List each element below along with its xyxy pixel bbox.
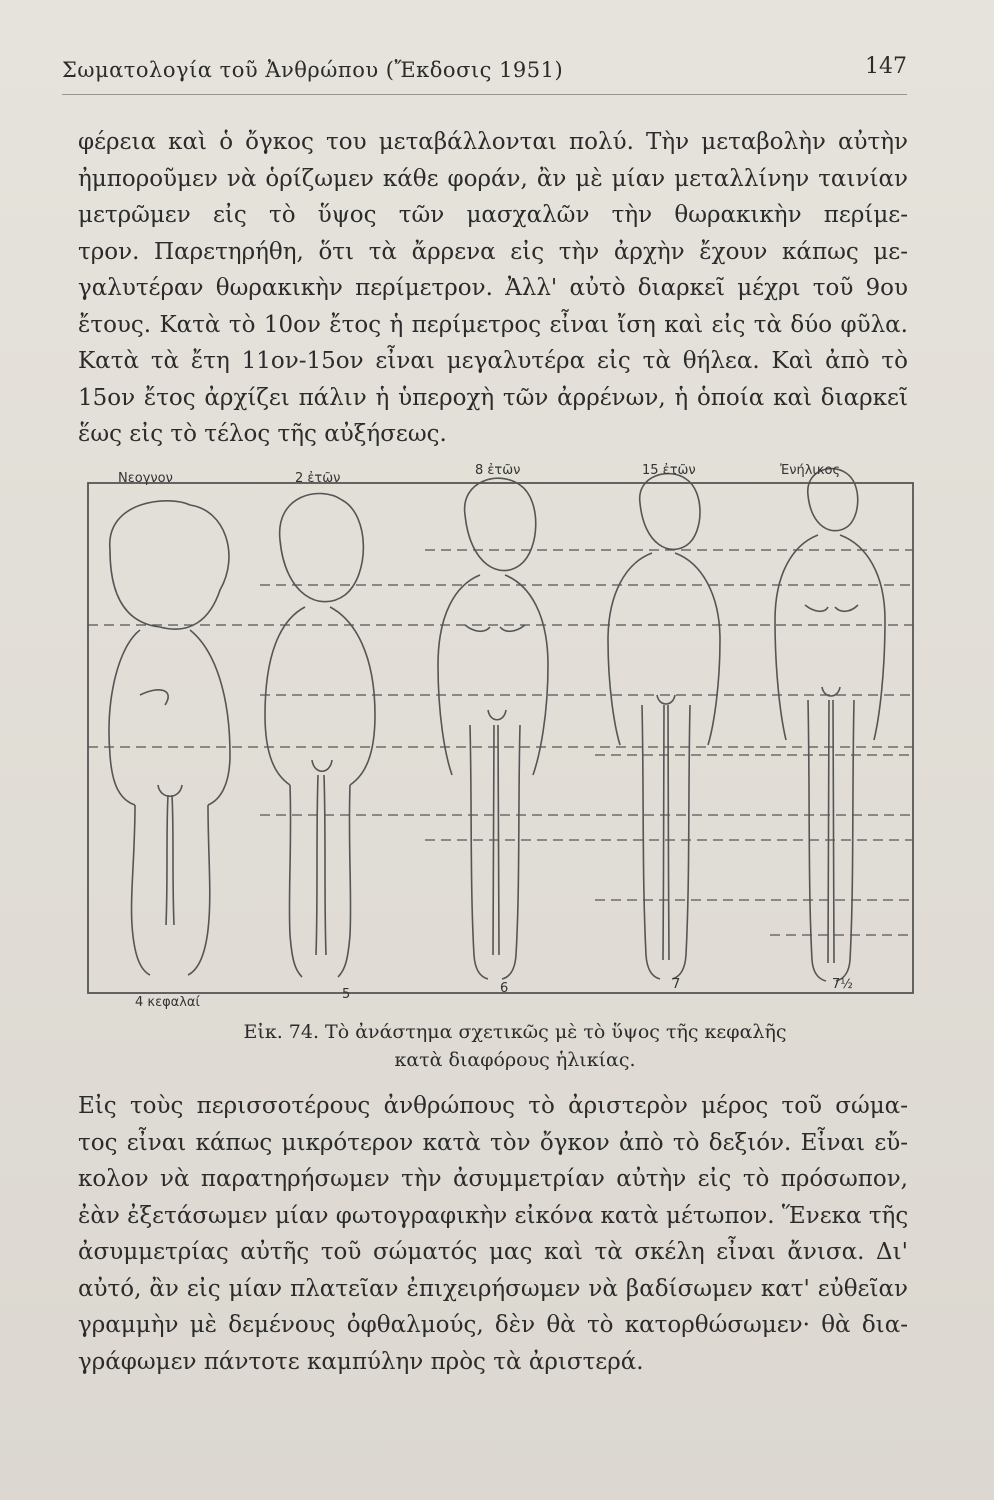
text-line: αὐτό, ἂν εἰς μίαν πλατεῖαν ἐπιχειρήσωμεν νὰ βαδίσωμεν κατ' εὐθεῖαν [78, 1275, 908, 1302]
paragraph-body-asymmetry [78, 1088, 908, 1380]
label-five-heads: 5 [342, 987, 351, 1002]
text-line: Εἰς τοὺς περισσοτέρους ἀνθρώπους τὸ ἀριστερὸν μέρος τοῦ σώμα- [78, 1093, 908, 1119]
label-seven-heads: 7 [672, 977, 681, 992]
text-line: ἔτους. Κατὰ τὸ 10ον ἔτος ἡ περίμετρος εἶναι ἴση καὶ εἰς τὰ δύο φῦλα. [78, 311, 908, 338]
text-line: κολον νὰ παρατηρήσωμεν τὴν ἀσυμμετρίαν αὐτὴν εἰς τὸ πρόσωπον, [78, 1166, 908, 1192]
label-seven-half-heads: 7½ [832, 977, 853, 992]
label-six-heads: 6 [500, 981, 509, 996]
header-divider [62, 94, 907, 95]
text-line: γράφωμεν πάντοτε καμπύλην πρὸς τὰ ἀριστερά. [78, 1348, 644, 1375]
label-adult: Ἐνήλικος [780, 463, 841, 478]
label-four-heads: 4 κεφαλαί [135, 995, 200, 1010]
label-newborn: Νεογνον [118, 471, 173, 486]
text-line: ἀσυμμετρίας αὐτῆς τοῦ σώματός μας καὶ τὰ σκέλη εἶναι ἄνισα. Δι' [78, 1239, 908, 1265]
text-line: μετρῶμεν εἰς τὸ ὕψος τῶν μασχαλῶν τὴν θωρακικὴν περίμε- [78, 202, 908, 228]
figure-adult [775, 469, 885, 981]
proportions-illustration [80, 455, 920, 1015]
text-line: τος εἶναι κάπως μικρότερον κατὰ τὸν ὄγκον ἀπὸ τὸ δεξιόν. Εἶναι εὔ- [78, 1129, 908, 1156]
label-two-years: 2 ἐτῶν [295, 471, 341, 486]
running-title: Σωματολογία τοῦ Ἀνθρώπου (Ἔκδοσις 1951) [62, 58, 564, 82]
figure-two-years [265, 493, 375, 977]
page-number: 147 [865, 54, 907, 79]
figure-eight-years [438, 478, 548, 979]
label-fifteen-years: 15 ἐτῶν [642, 463, 696, 478]
text-line: γαλυτέραν θωρακικὴν περίμετρον. Ἀλλ' αὐτὸ διαρκεῖ μέχρι τοῦ 9ου [78, 275, 908, 301]
text-line: ἐὰν ἐξετάσωμεν μίαν φωτογραφικὴν εἰκόνα κατὰ μέτωπον. Ἕνεκα τῆς [78, 1202, 909, 1229]
text-line: φέρεια καὶ ὁ ὄγκος του μεταβάλλονται πολύ. Τὴν μεταβολὴν αὐτὴν [78, 129, 908, 155]
figure-caption [205, 1018, 825, 1074]
text-line: τρον. Παρετηρήθη, ὅτι τὰ ἄρρενα εἰς τὴν ἀρχὴν ἔχουν κάπως με- [78, 238, 908, 265]
caption-line: Εἰκ. 74. Τὸ ἀνάστημα σχετικῶς μὲ τὸ ὕψος τῆς κεφαλῆς [243, 1021, 787, 1043]
text-line: Κατὰ τὰ ἔτη 11ον-15ον εἶναι μεγαλυτέρα εἰς τὰ θήλεα. Καὶ ἀπὸ τὸ [78, 348, 908, 374]
figure-newborn [109, 501, 230, 975]
paragraph-thoracic-perimeter [78, 124, 908, 453]
figure-body-proportions [80, 455, 920, 1035]
text-line: ἠμποροῦμεν νὰ ὁρίζωμεν κάθε φοράν, ἂν μὲ μίαν μεταλλίνην ταινίαν [78, 165, 908, 192]
text-line: γραμμὴν μὲ δεμένους ὀφθαλμούς, δὲν θὰ τὸ κατορθώσωμεν· θὰ δια- [78, 1312, 908, 1338]
text-line: 15ον ἔτος ἀρχίζει πάλιν ἡ ὑπεροχὴ τῶν ἀρρένων, ἡ ὁποία καὶ διαρκεῖ [78, 384, 908, 411]
caption-line: κατὰ διαφόρους ἡλικίας. [394, 1049, 636, 1071]
text-line: ἕως εἰς τὸ τέλος τῆς αὐξήσεως. [78, 421, 447, 447]
running-header [62, 52, 907, 92]
label-eight-years: 8 ἐτῶν [475, 463, 521, 478]
